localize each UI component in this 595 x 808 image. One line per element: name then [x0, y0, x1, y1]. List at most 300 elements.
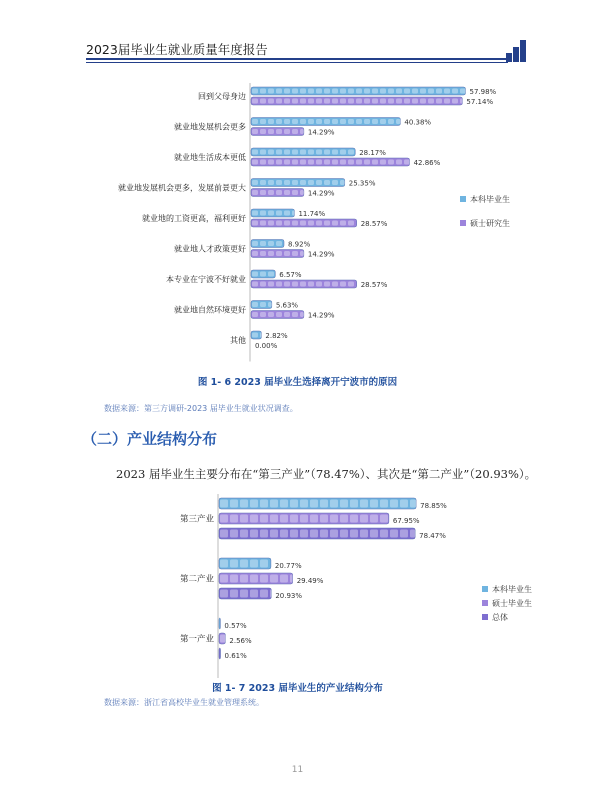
bar-segment [240, 515, 248, 523]
bar-segment [268, 180, 274, 185]
bar-segment [316, 119, 322, 124]
bar-segment [372, 160, 378, 165]
bar-segment [280, 515, 288, 523]
bar-segment [292, 312, 298, 317]
bar-segment [220, 575, 228, 583]
bar-segment [268, 221, 274, 226]
report-header-title: 2023届毕业生就业质量年度报告 [86, 42, 268, 57]
legend-swatch [460, 196, 466, 202]
bar-segment [284, 129, 290, 134]
bar-segment [332, 99, 338, 104]
bar-segment [268, 119, 274, 124]
bar-segment [260, 119, 266, 124]
bar-segment [260, 333, 261, 338]
bar-segment [340, 180, 345, 185]
bar-segment [412, 89, 418, 94]
bar-segment [300, 89, 306, 94]
bar-segment [308, 119, 314, 124]
bar-segment [270, 575, 278, 583]
bar-segment [380, 500, 388, 508]
bar-segment [404, 89, 410, 94]
bar-segment [260, 150, 266, 155]
bar-segment [252, 221, 258, 226]
chart-leave-reasons [0, 0, 595, 370]
bar-segment [420, 99, 426, 104]
chart-industry-structure [0, 480, 595, 680]
bar-segment [364, 160, 370, 165]
bar-segment [350, 515, 358, 523]
bar-segment [250, 530, 258, 538]
bar-segment [410, 500, 416, 508]
legend-swatch [460, 220, 466, 226]
bar-segment [268, 190, 274, 195]
bar [219, 648, 221, 659]
bar-segment [276, 312, 282, 317]
bar-segment [348, 282, 354, 287]
bar-segment [280, 530, 288, 538]
bar-segment [276, 160, 282, 165]
bar-segment [292, 129, 298, 134]
section-title: （二）产业结构分布 [82, 430, 218, 448]
bar-segment [428, 99, 434, 104]
bar-segment [348, 221, 354, 226]
bar-segment [300, 190, 304, 195]
bar-segment [404, 99, 410, 104]
bar-segment [380, 89, 386, 94]
data-label: 14.29% [307, 128, 335, 137]
bar-segment [280, 500, 288, 508]
bar-segment [324, 221, 330, 226]
body-paragraph: 2023 届毕业生主要分布在“第三产业”（78.47%）、其次是“第二产业”（20.93%）。 [116, 467, 537, 481]
data-label: 5.63% [275, 301, 299, 310]
bar-segment [316, 282, 322, 287]
bar-segment [330, 515, 338, 523]
data-label: 57.14% [466, 98, 494, 106]
figure-1-7-source: 数据来源：浙江省高校毕业生就业管理系统。 [104, 698, 264, 707]
bar-segment [396, 119, 400, 124]
bar-segment [252, 302, 258, 307]
bar-segment [360, 515, 368, 523]
bar-segment [268, 211, 274, 216]
bar-segment [270, 500, 278, 508]
bar-segment [300, 180, 306, 185]
bar-segment [300, 99, 306, 104]
bar-segment [310, 515, 318, 523]
bar-segment [240, 530, 248, 538]
bar-segment [284, 211, 290, 216]
bar-segment [380, 515, 388, 523]
category-label: 就业地自然环境更好 [174, 305, 246, 315]
bar-segment [260, 282, 266, 287]
bar-segment [292, 282, 298, 287]
bar-segment [388, 99, 394, 104]
bar-segment [300, 150, 306, 155]
data-label: 28.57% [360, 220, 388, 228]
data-label: 14.29% [307, 311, 335, 320]
bar-segment [280, 575, 288, 583]
data-label: 11.74% [298, 210, 326, 218]
data-label: 6.57% [279, 271, 302, 279]
bar-segment [276, 119, 282, 124]
bar-segment [332, 160, 338, 165]
bar-segment [260, 590, 268, 598]
data-label: 28.57% [360, 281, 388, 289]
bar-segment [452, 89, 458, 94]
bar-segment [220, 530, 228, 538]
bar-segment [400, 500, 408, 508]
bar-segment [320, 500, 328, 508]
bar-segment [252, 282, 258, 287]
bar-segment [332, 150, 338, 155]
page-number: 11 [291, 765, 304, 775]
data-label: 42.86% [413, 159, 441, 167]
category-label: 就业地发展机会更多，发展前景更大 [118, 183, 246, 193]
bar-segment [316, 89, 322, 94]
bar-segment [300, 160, 306, 165]
bar-segment [268, 302, 272, 307]
figure-1-6-source: 数据来源：第三方调研-2023 届毕业生就业状况调查。 [104, 404, 298, 413]
bar-segment [290, 515, 298, 523]
bar-segment [284, 99, 290, 104]
bar-segment [316, 160, 322, 165]
bar-segment [284, 282, 290, 287]
legend-swatch [482, 586, 488, 592]
bar-segment [348, 150, 354, 155]
bar-segment [388, 119, 394, 124]
bar-segment [444, 99, 450, 104]
bar-segment [324, 119, 330, 124]
bar-segment [300, 221, 306, 226]
bar-segment [308, 160, 314, 165]
bar-segment [350, 500, 358, 508]
bar-segment [252, 160, 258, 165]
category-label: 第三产业 [179, 514, 214, 525]
bar-segment [252, 150, 258, 155]
bar-segment [332, 180, 338, 185]
figure-1-7-caption: 图 1- 7 2023 届毕业生的产业结构分布 [212, 683, 383, 694]
bar-segment [370, 515, 378, 523]
data-label: 2.82% [265, 332, 288, 340]
bar-segment [300, 251, 304, 256]
bar-segment [252, 272, 258, 277]
bar-segment [292, 180, 298, 185]
bar-segment [324, 160, 330, 165]
category-label: 其他 [230, 336, 246, 345]
bar-segment [308, 282, 314, 287]
bar-segment [316, 180, 322, 185]
bar-segment [330, 500, 338, 508]
legend-label: 本科毕业生 [470, 195, 510, 204]
bar-segment [340, 221, 346, 226]
data-label: 67.95% [392, 517, 420, 525]
bar-segment [260, 221, 266, 226]
bar-segment [300, 500, 308, 508]
bar-segment [364, 99, 370, 104]
bar-segment [260, 89, 266, 94]
bar-segment [444, 89, 450, 94]
bar-segment [320, 515, 328, 523]
bar-segment [410, 530, 415, 538]
bar-segment [292, 211, 294, 216]
bar-segment [316, 150, 322, 155]
bar-segment [404, 160, 410, 165]
bar-segment [308, 221, 314, 226]
bar-segment [252, 241, 258, 246]
bar-segment [348, 119, 354, 124]
bar-segment [276, 211, 282, 216]
bar-segment [284, 160, 290, 165]
bar-segment [380, 99, 386, 104]
bar-segment [324, 150, 330, 155]
bar-segment [260, 180, 266, 185]
bar-segment [250, 575, 258, 583]
bar-segment [284, 190, 290, 195]
bar-segment [276, 190, 282, 195]
data-label: 0.00% [255, 342, 278, 350]
bar-segment [260, 312, 266, 317]
bar-segment [240, 560, 248, 568]
bar-segment [284, 251, 290, 256]
bar-segment [268, 160, 274, 165]
bar-segment [268, 241, 274, 246]
data-label: 0.61% [224, 652, 247, 660]
legend-label: 本科毕业生 [492, 585, 532, 594]
bar-segment [332, 282, 338, 287]
bar-segment [390, 530, 398, 538]
bar-segment [270, 530, 278, 538]
bar-segment [360, 500, 368, 508]
data-label: 78.47% [419, 532, 446, 540]
bar-segment [348, 160, 354, 165]
bar-segment [300, 530, 308, 538]
bar-segment [252, 312, 258, 317]
bar-segment [230, 500, 238, 508]
bar-segment [252, 190, 258, 195]
bar-segment [260, 211, 266, 216]
bar-segment [270, 590, 271, 598]
bar-segment [252, 251, 258, 256]
bar-segment [460, 89, 466, 94]
bar-segment [230, 530, 238, 538]
bar-segment [252, 129, 258, 134]
bar-segment [380, 530, 388, 538]
bar-segment [300, 282, 306, 287]
bar-segment [260, 302, 266, 307]
bar-segment [276, 129, 282, 134]
bar-segment [400, 530, 408, 538]
data-label: 2.56% [229, 637, 252, 645]
bar-segment [340, 282, 346, 287]
bar-segment [310, 500, 318, 508]
bar-segment [452, 99, 458, 104]
bar-segment [284, 119, 290, 124]
bar-segment [220, 590, 228, 598]
bar-segment [356, 160, 362, 165]
bar-segment [284, 221, 290, 226]
bar-segment [260, 160, 266, 165]
bar-segment [290, 500, 298, 508]
data-label: 14.29% [307, 189, 335, 198]
legend-swatch [482, 614, 488, 620]
bar-segment [220, 560, 228, 568]
bar-segment [230, 575, 238, 583]
bar-segment [316, 99, 322, 104]
bar-segment [324, 89, 330, 94]
category-label: 就业地的工资更高，福利更好 [142, 214, 246, 223]
bar-segment [220, 500, 228, 508]
bar-segment [260, 500, 268, 508]
bar-segment [340, 160, 346, 165]
bar-segment [364, 89, 370, 94]
bar-segment [348, 89, 354, 94]
bar-segment [370, 530, 378, 538]
bar-segment [310, 530, 318, 538]
bar-segment [396, 89, 402, 94]
bar-segment [332, 89, 338, 94]
bar-segment [260, 575, 268, 583]
data-label: 14.29% [307, 250, 335, 259]
bar-segment [268, 282, 274, 287]
bar [219, 618, 220, 629]
bar-segment [260, 515, 268, 523]
bar-segment [332, 119, 338, 124]
bar-segment [300, 312, 304, 317]
bar-segment [230, 560, 238, 568]
bar-segment [412, 99, 418, 104]
bar-segment [388, 89, 394, 94]
data-label: 25.35% [348, 179, 376, 188]
bar-segment [252, 89, 258, 94]
bar-segment [316, 221, 322, 226]
bar-segment [436, 99, 442, 104]
bar-segment [380, 119, 386, 124]
data-label: 78.85% [420, 502, 447, 510]
figure-1-6-caption: 图 1- 6 2023 届毕业生选择离开宁波市的原因 [197, 377, 398, 388]
bar-segment [332, 221, 338, 226]
bar-segment [276, 251, 282, 256]
bar-segment [300, 515, 308, 523]
bar-segment [276, 241, 282, 246]
bar-segment [340, 500, 348, 508]
category-label: 本专业在宁波不好就业 [166, 275, 246, 284]
bar-segment [340, 150, 346, 155]
bar-segment [292, 119, 298, 124]
bar-segment [268, 312, 274, 317]
bar-segment [340, 119, 346, 124]
bar-segment [268, 99, 274, 104]
bar-segment [340, 99, 346, 104]
category-label: 就业地人才政策更好 [174, 244, 246, 254]
data-label: 20.77% [274, 562, 302, 570]
bar-segment [220, 515, 228, 523]
data-label: 40.38% [404, 118, 432, 127]
bar-segment [428, 89, 434, 94]
bar-segment [292, 221, 298, 226]
bar-segment [230, 590, 238, 598]
bar-segment [460, 99, 462, 104]
bar-segment [276, 180, 282, 185]
bar-segment [252, 119, 258, 124]
bar-segment [348, 99, 354, 104]
legend-label: 硕士研究生 [470, 219, 510, 228]
bar-segment [436, 89, 442, 94]
bar-segment [268, 272, 274, 277]
bar-segment [300, 129, 304, 134]
legend-label: 总体 [492, 613, 508, 622]
bar-segment [250, 500, 258, 508]
bar-segment [320, 530, 328, 538]
bar-segment [390, 500, 398, 508]
bar-segment [372, 119, 378, 124]
bar-segment [284, 180, 290, 185]
bar-segment [252, 211, 258, 216]
bar-segment [292, 89, 298, 94]
bar-segment [240, 590, 248, 598]
bar-segment [356, 119, 362, 124]
bar-segment [260, 272, 266, 277]
bar-segment [340, 530, 348, 538]
bar-segment [380, 160, 386, 165]
bar-segment [260, 99, 266, 104]
bar-segment [290, 575, 293, 583]
bar-segment [350, 530, 358, 538]
data-label: 28.17% [359, 149, 386, 157]
bar-segment [276, 282, 282, 287]
bar-segment [324, 180, 330, 185]
bar-segment [260, 530, 268, 538]
data-label: 29.49% [296, 577, 324, 585]
bar-segment [292, 251, 298, 256]
bar-segment [292, 150, 298, 155]
data-label: 8.92% [288, 240, 311, 249]
bar-segment [388, 160, 394, 165]
bar-segment [292, 99, 298, 104]
bar-segment [290, 530, 298, 538]
category-label: 回到父母身边 [198, 92, 246, 101]
bar-segment [268, 150, 274, 155]
bar-segment [268, 251, 274, 256]
bar-segment [276, 89, 282, 94]
bar-segment [250, 590, 258, 598]
bar-segment [284, 89, 290, 94]
bar-segment [270, 515, 278, 523]
bar-segment [284, 150, 290, 155]
bar-segment [372, 99, 378, 104]
category-label: 就业地发展机会更多 [174, 122, 246, 132]
bar-segment [276, 150, 282, 155]
bar-segment [268, 89, 274, 94]
bar-segment [252, 180, 258, 185]
bar-segment [252, 333, 258, 338]
bar-segment [250, 560, 258, 568]
bar-segment [252, 99, 258, 104]
bar-segment [324, 99, 330, 104]
bar-segment [308, 99, 314, 104]
bar-segment [240, 500, 248, 508]
bar-segment [396, 99, 402, 104]
bar-segment [372, 89, 378, 94]
bar-segment [240, 575, 248, 583]
bar-segment [260, 190, 266, 195]
bar-segment [370, 500, 378, 508]
bar-segment [260, 129, 266, 134]
bar-segment [260, 241, 266, 246]
bar-segment [292, 190, 298, 195]
bar-segment [230, 515, 238, 523]
category-label: 就业地生活成本更低 [174, 153, 246, 162]
bar-segment [420, 89, 426, 94]
category-label: 第二产业 [179, 574, 214, 585]
